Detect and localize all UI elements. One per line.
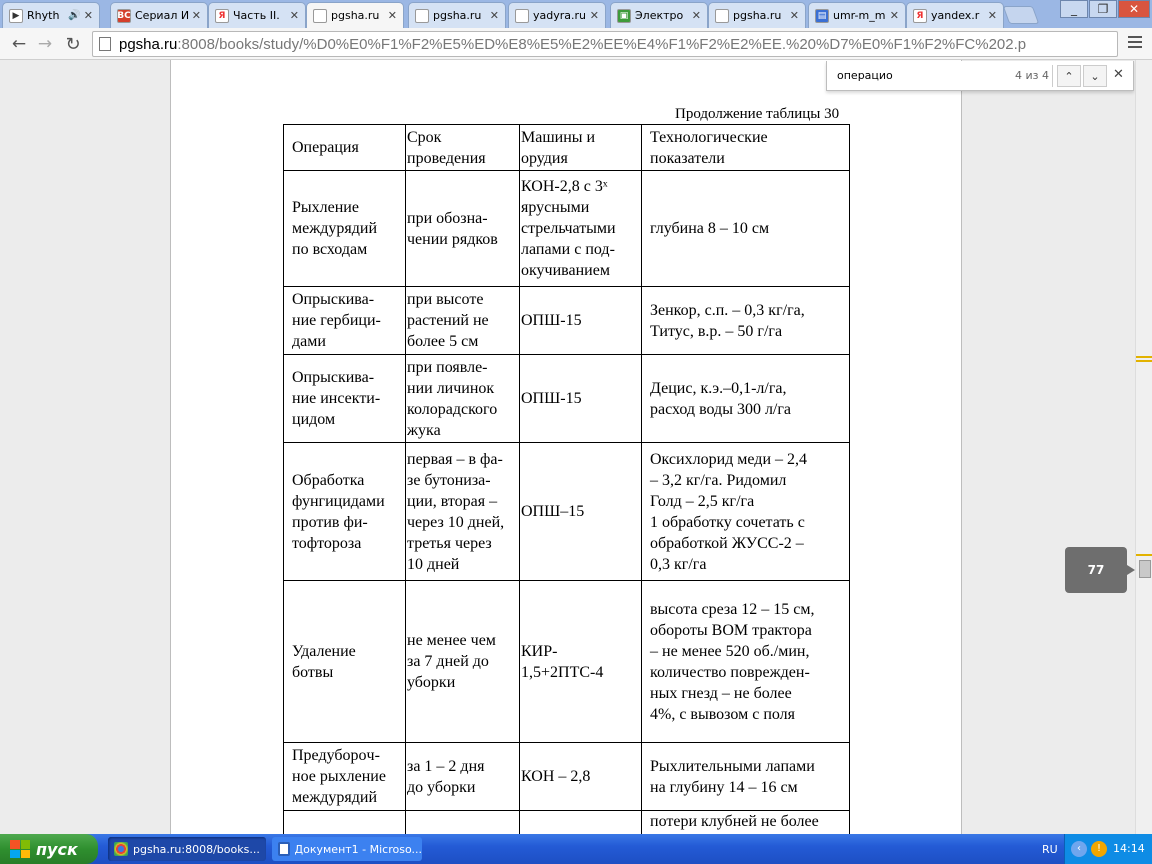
new-tab-button[interactable] <box>1003 6 1040 24</box>
page-icon <box>715 9 729 23</box>
table-row <box>284 355 850 443</box>
cell-line: на глубину 14 – 16 см <box>650 778 798 796</box>
cell-line: при появле- <box>407 358 488 376</box>
url-host: pgsha.ru <box>119 35 178 53</box>
close-tab-icon[interactable]: ✕ <box>691 9 701 22</box>
cell-line: третья через <box>407 534 492 552</box>
find-previous-button[interactable]: ⌃ <box>1057 65 1081 87</box>
tab-1[interactable] <box>2 2 100 28</box>
page-icon <box>415 9 429 23</box>
table-cell <box>642 811 850 835</box>
minimize-button[interactable]: _ <box>1060 0 1088 18</box>
scrollbar-thumb[interactable] <box>1139 560 1151 578</box>
table-row <box>284 171 850 287</box>
table-cell <box>520 355 642 443</box>
chevron-left-icon[interactable]: ‹ <box>1071 841 1087 857</box>
table-cell <box>520 743 642 811</box>
table-cell <box>284 171 406 287</box>
tab-title: Rhyth <box>27 9 60 22</box>
table-cell <box>642 125 850 171</box>
vertical-scrollbar[interactable] <box>1135 60 1152 834</box>
table-cell <box>406 125 520 171</box>
cell-line: ОПШ-15 <box>521 390 582 407</box>
cell-line: фунгицидами <box>292 492 385 510</box>
browser-toolbar <box>0 28 1152 60</box>
cell-line: – не менее 520 об./мин, <box>650 642 810 660</box>
tab-2[interactable] <box>110 2 208 28</box>
cell-line: цидом <box>292 411 336 428</box>
table-cell <box>642 355 850 443</box>
cell-line: Титус, в.р. – 50 г/га <box>650 322 783 340</box>
find-match-marker <box>1136 554 1152 556</box>
cell-line: глубина 8 – 10 см <box>650 220 770 237</box>
table-cell <box>406 743 520 811</box>
reload-button[interactable]: ↻ <box>65 33 81 55</box>
cell-line: Оксихлорид меди – 2,4 <box>650 450 807 468</box>
taskbar <box>0 834 1152 864</box>
forward-button[interactable]: → <box>37 34 53 54</box>
update-icon[interactable]: ! <box>1091 841 1107 857</box>
cell-line: уборки <box>407 674 456 691</box>
cell-line: жука <box>407 421 441 439</box>
cell-line: Рыхлительными лапами <box>650 757 815 775</box>
tab-title: yadyra.ru <box>533 9 586 22</box>
table-cell <box>406 287 520 355</box>
tab-9[interactable] <box>808 2 906 28</box>
close-tab-icon[interactable]: ✕ <box>987 9 997 22</box>
start-button[interactable] <box>0 834 98 864</box>
cell-line: ное рыхление <box>292 768 386 785</box>
start-label: пуск <box>36 839 78 859</box>
table-continuation-caption: Продолжение таблицы 30 <box>675 106 840 122</box>
table-cell <box>284 581 406 743</box>
cell-line: нии личинок <box>407 379 495 397</box>
cell-line: Опрыскива- <box>292 369 375 386</box>
close-tab-icon[interactable]: ✕ <box>191 9 201 22</box>
cell-line: Голд – 2,5 кг/га <box>650 492 755 510</box>
find-close-icon[interactable]: ✕ <box>1113 67 1124 82</box>
cell-line: стрельчатыми <box>521 220 616 237</box>
cell-line: тофтороза <box>292 534 362 552</box>
table-row <box>284 287 850 355</box>
document-table <box>283 124 850 834</box>
cell-line: 4%, с вывозом с поля <box>650 705 796 723</box>
address-bar[interactable] <box>92 31 1118 57</box>
table-cell <box>520 443 642 581</box>
shield-icon: ▣ <box>617 9 631 23</box>
cell-line: против фи- <box>292 513 368 531</box>
close-tab-icon[interactable]: ✕ <box>83 9 93 22</box>
cell-line: окучиванием <box>521 262 610 279</box>
table-row <box>284 443 850 581</box>
cell-line: 0,3 кг/га <box>650 555 707 573</box>
play-icon: ▶ <box>9 9 23 23</box>
taskbar-item-label: Документ1 - Microso... <box>294 842 422 856</box>
cell-line: ярусными <box>521 199 590 216</box>
taskbar-item-label: pgsha.ru:8008/books... <box>133 842 260 856</box>
cell-line: количество поврежден- <box>650 663 810 681</box>
cell-line: КИР- <box>521 642 558 660</box>
cell-line: зе бутониза- <box>407 471 491 489</box>
tab-title: Электро <box>635 9 684 22</box>
find-input[interactable]: операцио <box>837 69 893 82</box>
cell-line: чении рядков <box>407 230 498 248</box>
find-next-button[interactable]: ⌄ <box>1083 65 1107 87</box>
table-cell <box>642 171 850 287</box>
table-cell <box>406 581 520 743</box>
tab-7[interactable] <box>610 2 708 28</box>
tab-title: umr-m_m <box>833 9 886 22</box>
page-content <box>0 60 1135 834</box>
taskbar-item-word[interactable] <box>272 837 422 861</box>
find-match-marker <box>1136 360 1152 362</box>
cell-line: междурядий <box>292 789 378 806</box>
cell-line: лапами с под- <box>521 241 615 258</box>
cell-line: более 5 см <box>407 333 479 350</box>
tab-title: pgsha.ru <box>733 9 782 22</box>
vc-icon: BC <box>117 10 131 21</box>
cell-line: 1,5+2ПТС-4 <box>521 663 604 681</box>
tab-title: pgsha.ru <box>331 9 380 22</box>
cell-line: за 7 дней до <box>407 653 489 670</box>
cell-line: при высоте <box>407 291 484 308</box>
tab-title: pgsha.ru <box>433 9 482 22</box>
yandex-icon: Я <box>913 9 927 23</box>
cell-line: через 10 дней, <box>407 513 505 531</box>
taskbar-item-browser[interactable] <box>108 837 266 861</box>
cell-line: Срок <box>407 128 442 146</box>
table-cell <box>406 443 520 581</box>
table-cell <box>284 443 406 581</box>
cell-line: расход воды 300 л/га <box>650 400 792 418</box>
cell-line: при обозна- <box>407 209 488 227</box>
find-bar <box>826 61 1134 91</box>
url-path: :8008/books/study/%D0%E0%F1%F2%E5%ED%E8%E5%E2%EE%E4%F1%F2%E2%EE.%20%D7%E0%F1%F2%FC%202.p <box>177 35 1027 53</box>
table-cell <box>406 355 520 443</box>
tab-3[interactable] <box>208 2 306 28</box>
cell-line: растений не <box>407 312 489 329</box>
close-window-button[interactable]: ✕ <box>1118 0 1150 18</box>
tab-title: Сериал И <box>135 9 189 22</box>
cell-line: колорадского <box>407 400 498 418</box>
close-tab-icon[interactable]: ✕ <box>589 9 599 22</box>
table-cell <box>520 171 642 287</box>
tab-title: yandex.r <box>931 9 980 22</box>
table-cell <box>284 125 406 171</box>
system-tray <box>1064 834 1152 864</box>
cell-line: орудия <box>521 149 568 167</box>
table-header-row <box>284 125 850 171</box>
cell-line: ботвы <box>292 663 334 681</box>
tab-5[interactable] <box>408 2 506 28</box>
table-cell <box>520 811 642 835</box>
table-cell <box>642 743 850 811</box>
find-match-marker <box>1136 356 1152 358</box>
cell-line: по всходам <box>292 241 368 258</box>
cell-line: обороты ВОМ трактора <box>650 621 812 639</box>
table-cell <box>406 171 520 287</box>
cell-line: ных гнезд – не более <box>650 684 792 702</box>
tab-4[interactable] <box>306 2 404 28</box>
table-cell <box>284 287 406 355</box>
close-tab-icon[interactable]: ✕ <box>889 9 899 22</box>
tab-6[interactable] <box>508 2 606 28</box>
cell-line: Машины и <box>521 128 596 146</box>
clock: 14:14 <box>1113 842 1145 855</box>
cell-line: Удаление <box>292 642 356 660</box>
cell-line: Предуборoч- <box>292 747 380 764</box>
cell-line: Опрыскива- <box>292 291 375 308</box>
cell-line: ции, вторая – <box>407 492 498 510</box>
cell-line: показатели <box>650 149 725 167</box>
table-cell <box>520 287 642 355</box>
cell-line: Обработка <box>292 471 365 489</box>
close-tab-icon[interactable]: ✕ <box>489 9 499 22</box>
word-icon <box>278 842 290 856</box>
table-cell <box>284 355 406 443</box>
speaker-icon: 🔊 <box>68 10 81 21</box>
page-number-bubble: 77 <box>1065 547 1127 593</box>
table-row <box>284 743 850 811</box>
table-cell <box>642 287 850 355</box>
table-cell <box>284 743 406 811</box>
close-tab-icon[interactable]: ✕ <box>789 9 799 22</box>
cell-line: до уборки <box>407 778 476 796</box>
cell-line: проведения <box>407 149 486 167</box>
cell-line: не менее чем <box>407 632 496 649</box>
cell-line: потери клубней не более <box>650 813 819 830</box>
cell-line: 1 обработку сочетать с <box>650 513 805 531</box>
close-tab-icon[interactable]: ✕ <box>289 9 299 22</box>
table-cell <box>642 443 850 581</box>
cell-line: ОПШ-15 <box>521 312 582 329</box>
cell-line: Зенкор, с.п. – 0,3 кг/га, <box>650 301 805 319</box>
cell-line: Технологические <box>650 128 768 146</box>
page-icon <box>515 9 529 23</box>
language-indicator[interactable]: RU <box>1042 843 1058 856</box>
cell-line: за 1 – 2 дня <box>407 757 485 775</box>
tab-10[interactable] <box>906 2 1004 28</box>
tab-title: Часть II. <box>233 9 280 22</box>
table-cell <box>642 581 850 743</box>
page-icon <box>313 9 327 23</box>
table-last-row <box>284 811 850 835</box>
table-cell <box>520 125 642 171</box>
cell-line: Рыхление <box>292 199 359 216</box>
cell-line: первая – в фа- <box>407 450 503 468</box>
table-cell <box>406 811 520 835</box>
close-tab-icon[interactable]: ✕ <box>387 9 397 22</box>
cell-line: 10 дней <box>407 555 460 573</box>
cell-line: ние гербици- <box>292 312 381 329</box>
cell-line: КОН – 2,8 <box>521 768 591 785</box>
back-button[interactable]: ← <box>11 34 27 54</box>
table-cell <box>284 811 406 835</box>
find-match-count: 4 из 4 <box>1015 69 1049 82</box>
cell-line: ОПШ–15 <box>521 503 585 520</box>
cell-line: ние инсекти- <box>292 390 381 407</box>
cell-line: – 3,2 кг/га. Ридомил <box>650 471 787 489</box>
menu-icon[interactable] <box>1128 36 1142 50</box>
tab-strip <box>0 0 1152 28</box>
doc-icon: ▤ <box>815 9 829 23</box>
cell-line: Операция <box>292 139 359 156</box>
tab-8[interactable] <box>708 2 806 28</box>
table-cell <box>520 581 642 743</box>
cell-line: КОН-2,8 с 3ˣ <box>521 178 608 195</box>
maximize-button[interactable]: ❐ <box>1089 0 1117 18</box>
page-icon <box>99 37 111 51</box>
chrome-icon <box>114 842 128 856</box>
windows-logo-icon <box>10 840 30 858</box>
cell-line: дами <box>292 333 326 350</box>
cell-line: междурядий <box>292 220 378 237</box>
yandex-icon: Я <box>215 9 229 23</box>
cell-line: высота среза 12 – 15 см, <box>650 600 815 618</box>
table-row <box>284 581 850 743</box>
cell-line: обработкой ЖУСС-2 – <box>650 534 804 552</box>
cell-line: Децис, к.э.–0,1-л/га, <box>650 379 787 397</box>
